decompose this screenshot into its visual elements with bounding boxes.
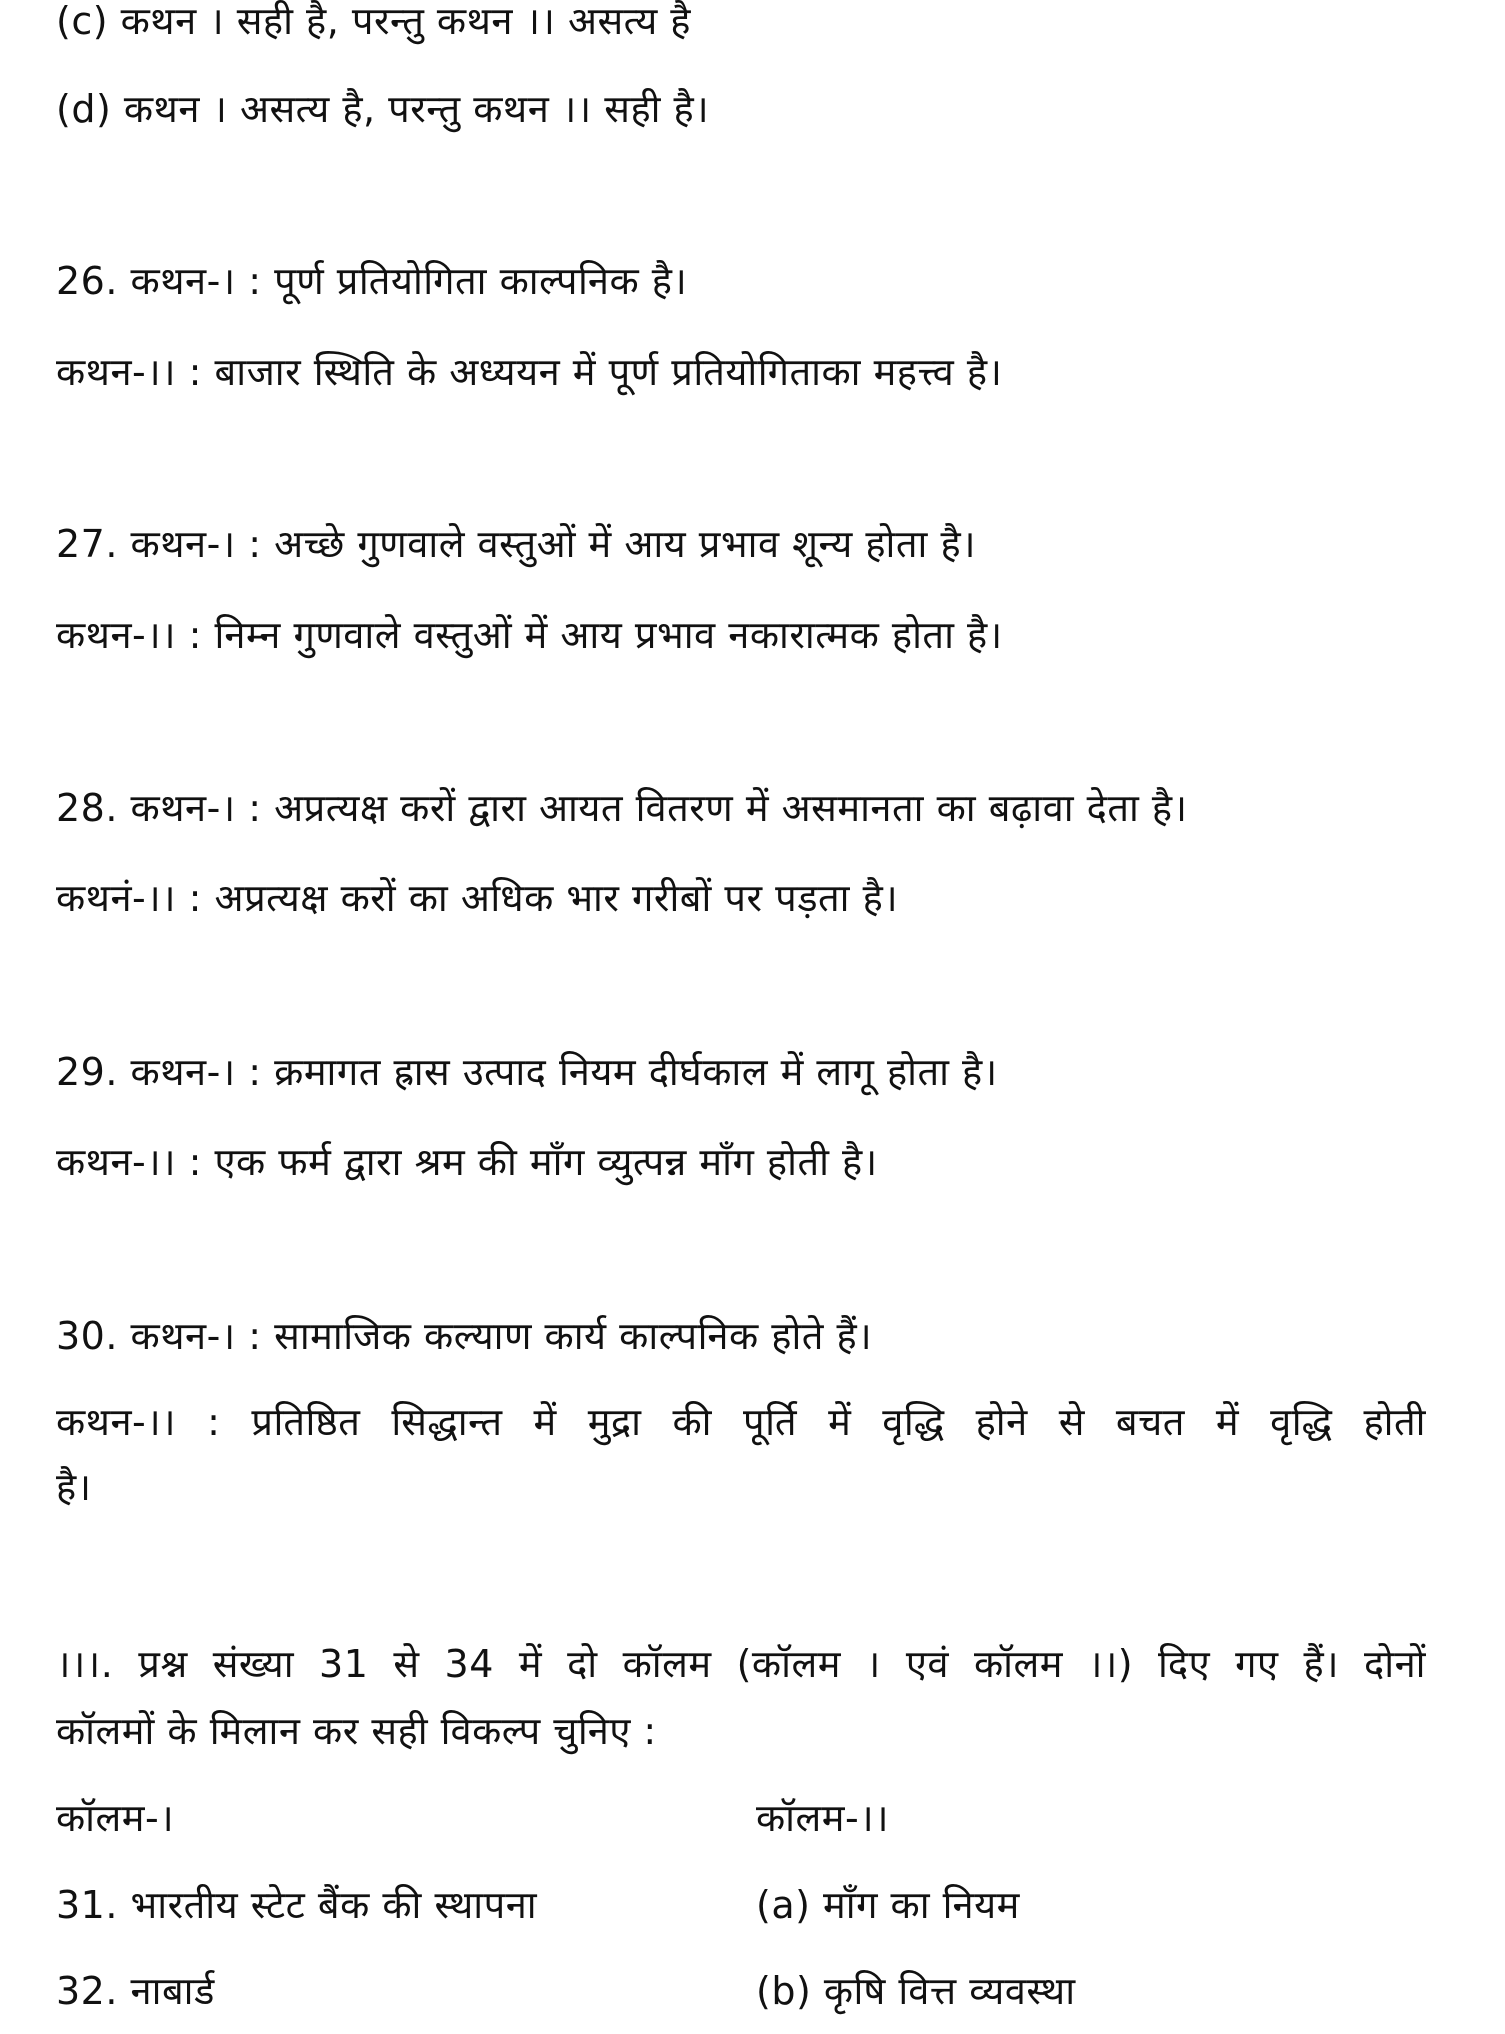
question-30-statement-2: कथन-।। : प्रतिष्ठित सिद्धान्त में मुद्रा की पूर्ति में वृद्धि होने से बचत में वृद्धि होती <box>56 1400 1426 1444</box>
question-26-statement-2: कथन-।। : बाजार स्थिति के अध्ययन में पूर्ण प्रतियोगिताका महत्त्व है। <box>56 350 1003 394</box>
column-2-header: कॉलम-।। <box>756 1796 890 1840</box>
option-c: (c) कथन । सही है, परन्तु कथन ।। असत्य है <box>56 0 691 43</box>
match-row-32-right: (b) कृषि वित्त व्यवस्था <box>756 1969 1076 2013</box>
question-30-statement-2-continued: है। <box>56 1465 92 1509</box>
question-26-statement-1: 26. कथन-। : पूर्ण प्रतियोगिता काल्पनिक है। <box>56 259 688 303</box>
section-3-instruction-line-2: कॉलमों के मिलान कर सही विकल्प चुनिए : <box>56 1709 657 1753</box>
question-29-statement-1: 29. कथन-। : क्रमागत ह्रास उत्पाद नियम दीर्घकाल में लागू होता है। <box>56 1050 998 1094</box>
question-28-statement-2: कथनं-।। : अप्रत्यक्ष करों का अधिक भार गरीबों पर पड़ता है। <box>56 876 899 920</box>
question-29-statement-2: कथन-।। : एक फर्म द्वारा श्रम की माँग व्युत्पन्न माँग होती है। <box>56 1140 878 1184</box>
match-row-32-left: 32. नाबार्ड <box>56 1969 215 2013</box>
option-d: (d) कथन । असत्य है, परन्तु कथन ।। सही है। <box>56 87 710 131</box>
question-27-statement-1: 27. कथन-। : अच्छे गुणवाले वस्तुओं में आय प्रभाव शून्य होता है। <box>56 522 977 566</box>
section-3-instruction-line-1: ।।।. प्रश्न संख्या 31 से 34 में दो कॉलम (कॉलम । एवं कॉलम ।।) दिए गए हैं। दोनों <box>56 1642 1426 1686</box>
column-1-header: कॉलम-। <box>56 1796 175 1840</box>
question-28-statement-1: 28. कथन-। : अप्रत्यक्ष करों द्वारा आयत वितरण में असमानता का बढ़ावा देता है। <box>56 786 1188 830</box>
question-27-statement-2: कथन-।। : निम्न गुणवाले वस्तुओं में आय प्रभाव नकारात्मक होता है। <box>56 613 1003 657</box>
match-row-31-right: (a) माँग का नियम <box>756 1883 1020 1927</box>
match-row-31-left: 31. भारतीय स्टेट बैंक की स्थापना <box>56 1883 538 1927</box>
question-30-statement-1: 30. कथन-। : सामाजिक कल्याण कार्य काल्पनिक होते हैं। <box>56 1314 873 1358</box>
